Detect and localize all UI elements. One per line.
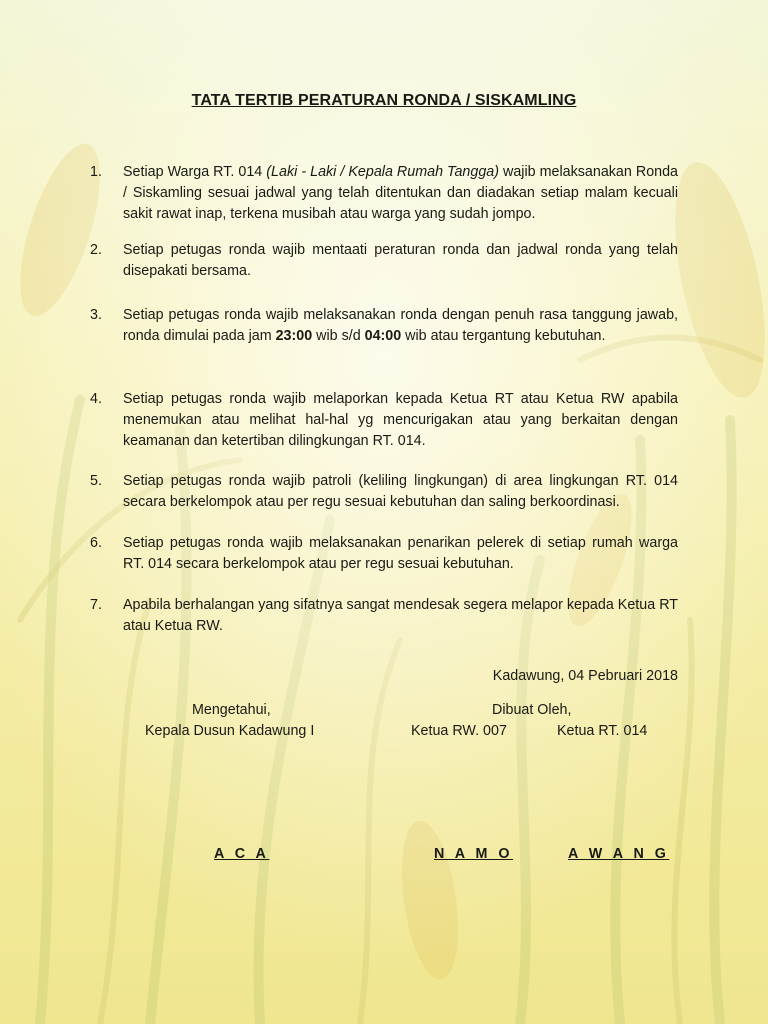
- rule-text: Setiap petugas ronda wajib patroli (keliling lingkungan) di area lingkungan RT. 014 secara berkelompok atau per regu sesuai kebutuhan dan saling berkoordinasi.: [123, 473, 678, 510]
- rule-number: 2.: [90, 242, 102, 258]
- rule-text: Setiap petugas ronda wajib melaporkan kepada Ketua RT atau Ketua RW apabila menemukan atau melihat hal-hal yg mencurigakan atau yang berkaitan dengan keamanan dan ketertiban dilingkungan RT. 014.: [123, 391, 678, 449]
- rw-role: Ketua RW. 007: [411, 723, 507, 739]
- rule-text: Setiap petugas ronda wajib melaksanakan penarikan pelerek di setiap rumah warga RT. 014 secara berkelompok atau per regu sesuai kebutuhan.: [123, 535, 678, 572]
- rule-number: 4.: [90, 391, 102, 407]
- rw-head-name: N A M O: [434, 846, 514, 862]
- acknowledged-label: Mengetahui,: [192, 702, 271, 718]
- rule-number: 3.: [90, 307, 102, 323]
- rt-role: Ketua RT. 014: [557, 723, 648, 739]
- rule-number: 5.: [90, 473, 102, 489]
- rule-text: Setiap petugas ronda wajib mentaati peraturan ronda dan jadwal ronda yang telah disepakati bersama.: [123, 242, 678, 279]
- rt-head-name: A W A N G: [568, 846, 670, 862]
- rule-text: Setiap Warga RT. 014 (Laki - Laki / Kepala Rumah Tangga) wajib melaksanakan Ronda / Siskamling sesuai jadwal yang telah ditentukan dan diadakan setiap malam kecuali sakit rawat inap, terkena musibah atau warga yang sudah jompo.: [123, 164, 678, 222]
- rule-number: 1.: [90, 164, 102, 180]
- document-title: TATA TERTIB PERATURAN RONDA / SISKAMLING: [191, 92, 577, 109]
- rule-number: 7.: [90, 597, 102, 613]
- rule-number: 6.: [90, 535, 102, 551]
- document-date: Kadawung, 04 Pebruari 2018: [492, 668, 678, 684]
- dusun-head-name: A C A: [214, 846, 270, 862]
- acknowledged-role: Kepala Dusun Kadawung I: [145, 723, 315, 739]
- rule-text: Setiap petugas ronda wajib melaksanakan ronda dengan penuh rasa tanggung jawab, ronda dimulai pada jam 23:00 wib s/d 04:00 wib atau tergantung kebutuhan.: [123, 307, 678, 344]
- made-by-label: Dibuat Oleh,: [492, 702, 572, 718]
- rule-text: Apabila berhalangan yang sifatnya sangat mendesak segera melapor kepada Ketua RT atau Ketua RW.: [123, 597, 678, 634]
